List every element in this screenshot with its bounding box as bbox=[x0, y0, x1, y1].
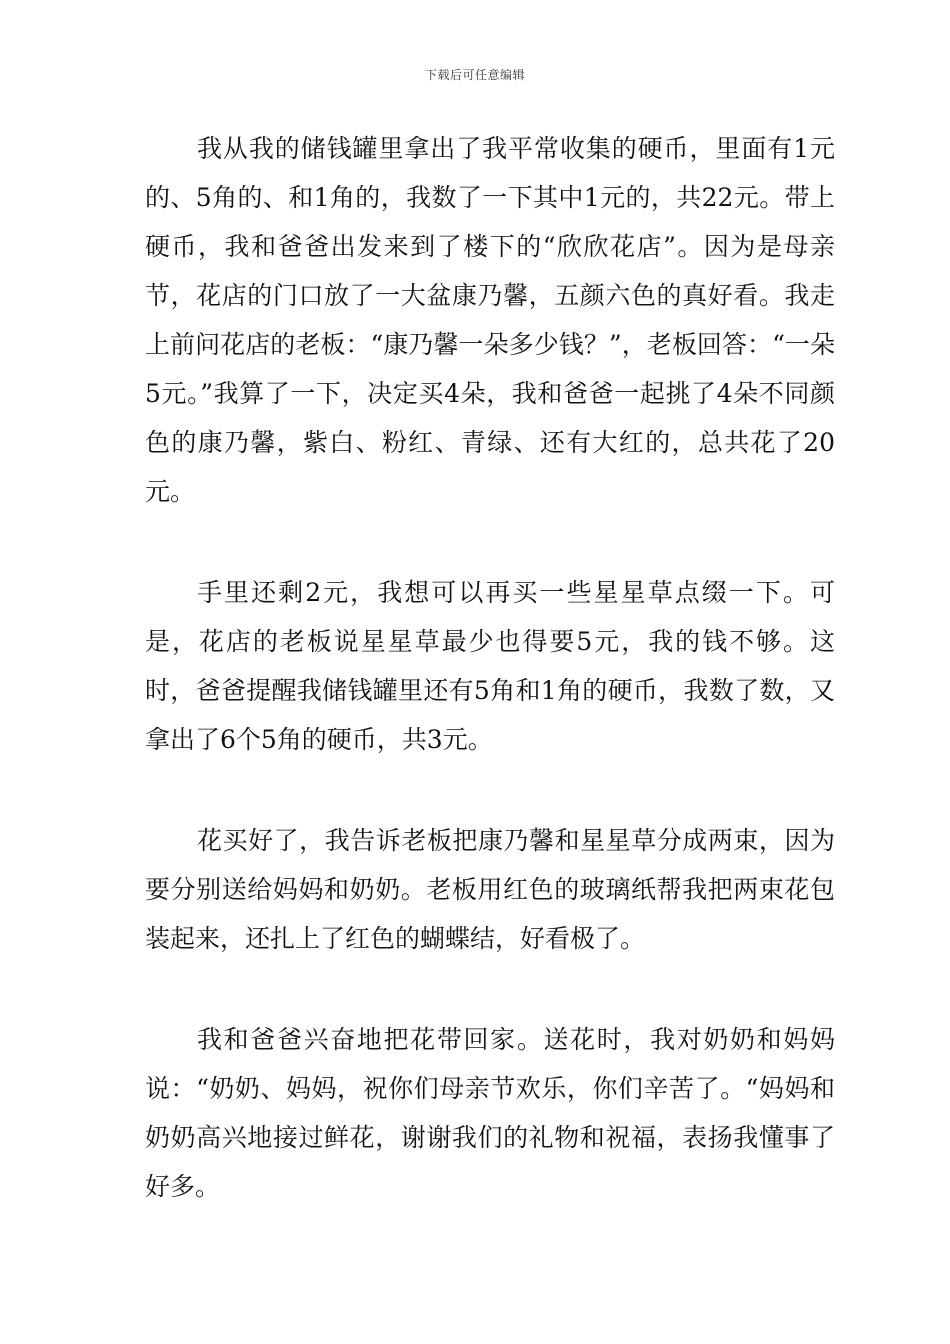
paragraph-4: 我和爸爸兴奋地把花带回家。送花时，我对奶奶和妈妈说：“奶奶、妈妈，祝你们母亲节欢乐，你们辛苦了。“妈妈和奶奶高兴地接过鲜花，谢谢我们的礼物和祝福，表扬我懂事了好多。 bbox=[145, 1025, 835, 1201]
paragraph-2: 手里还剩2元，我想可以再买一些星星草点缀一下。可是，花店的老板说星星草最少也得要5元，我的钱不够。这时，爸爸提醒我储钱罐里还有5角和1角的硬币，我数了数，又拿出了6个5角的硬币，共3元。 bbox=[145, 578, 835, 754]
header-note: 下载后可任意编辑 bbox=[424, 68, 525, 82]
paragraph-3: 花买好了，我告诉老板把康乃馨和星星草分成两束，因为要分别送给妈妈和奶奶。老板用红色的玻璃纸帮我把两束花包装起来，还扎上了红色的蝴蝶结，好看极了。 bbox=[145, 826, 835, 953]
document-body bbox=[145, 124, 835, 1263]
paragraph-1: 我从我的储钱罐里拿出了我平常收集的硬币，里面有1元的、5角的、和1角的，我数了一下其中1元的，共22元。带上硬币，我和爸爸出发来到了楼下的“欣欣花店”。因为是母亲节，花店的门口放了一大盆康乃馨，五颜六色的真好看。我走上前问花店的老板：“康乃馨一朵多少钱？”，老板回答：“一朵5元。”我算了一下，决定买4朵，我和爸爸一起挑了4朵不同颜色的康乃馨，紫白、粉红、青绿、还有大红的，总共花了20元。 bbox=[145, 134, 835, 506]
